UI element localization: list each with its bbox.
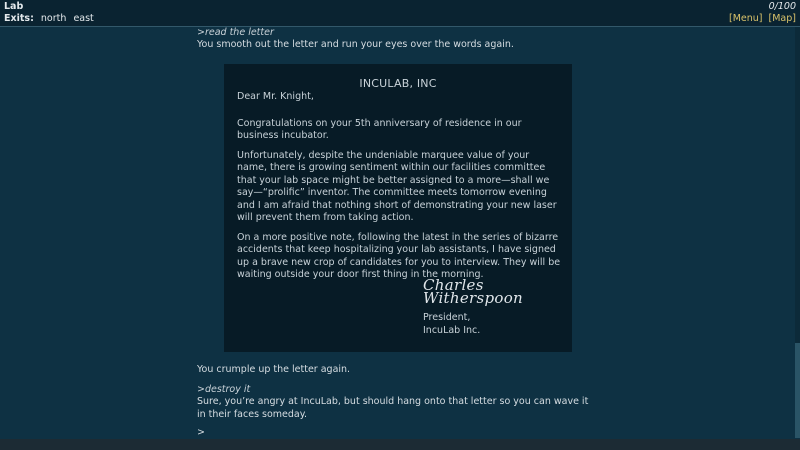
exits-line — [4, 13, 94, 25]
previous-command: >read the letter — [197, 27, 274, 38]
signer-title: President, — [423, 312, 471, 323]
transcript-continued — [197, 364, 597, 421]
letter-signoff — [423, 312, 480, 337]
letter-panel — [224, 64, 572, 352]
spacer — [197, 377, 597, 384]
letter-letterhead: INCULAB, INC — [359, 77, 437, 90]
scrollbar-thumb[interactable] — [795, 343, 800, 438]
game-response: You crumple up the letter again. — [197, 364, 351, 375]
status-bar — [0, 0, 800, 27]
transcript — [197, 27, 597, 51]
command-input[interactable] — [197, 427, 205, 438]
exit-north[interactable]: north — [40, 13, 67, 24]
bottom-bar — [0, 439, 800, 450]
menu-link[interactable]: [Menu] — [729, 13, 763, 24]
signature: Charles Witherspoon — [423, 276, 524, 307]
signer-company: IncuLab Inc. — [423, 324, 481, 336]
map-link[interactable]: [Map] — [768, 13, 796, 24]
letter-paragraph: On a more positive note, following the latest in the series of bizarre accidents that keep hospitalizing your lab assistants, I have signed up a brave new crop of candidates for you to interview. They will be waiting outside your door first thing in the morning. — [237, 231, 561, 280]
location-name: Lab — [4, 1, 24, 12]
exit-east[interactable]: east — [73, 13, 94, 24]
letter-body — [237, 91, 562, 289]
game-response: You smooth out the letter and run your eyes over the words again. — [197, 39, 514, 50]
letter-paragraph: Unfortunately, despite the undeniable marquee value of your name, there is growing sentiment within our facilities committee that your lab space might be better assigned to a more—shall we say—“prolific” inventor. The committee meets tomorrow evening and I am afraid that nothing short of demonstrating your new laser will prevent them from taking action. — [237, 149, 557, 223]
status-links — [729, 13, 796, 25]
command-prompt: > — [197, 427, 205, 438]
letter-paragraph: Congratulations on your 5th anniversary of residence in our business incubator. — [237, 117, 522, 141]
score-display: 0/100 — [768, 1, 796, 12]
exits-label: Exits: — [4, 13, 34, 24]
game-response: Sure, you’re angry at IncuLab, but should hang onto that letter so you can wave it in their faces someday. — [197, 396, 589, 420]
letter-greeting: Dear Mr. Knight, — [237, 91, 314, 102]
scrollbar[interactable] — [795, 27, 800, 438]
previous-command: >destroy it — [197, 383, 251, 395]
